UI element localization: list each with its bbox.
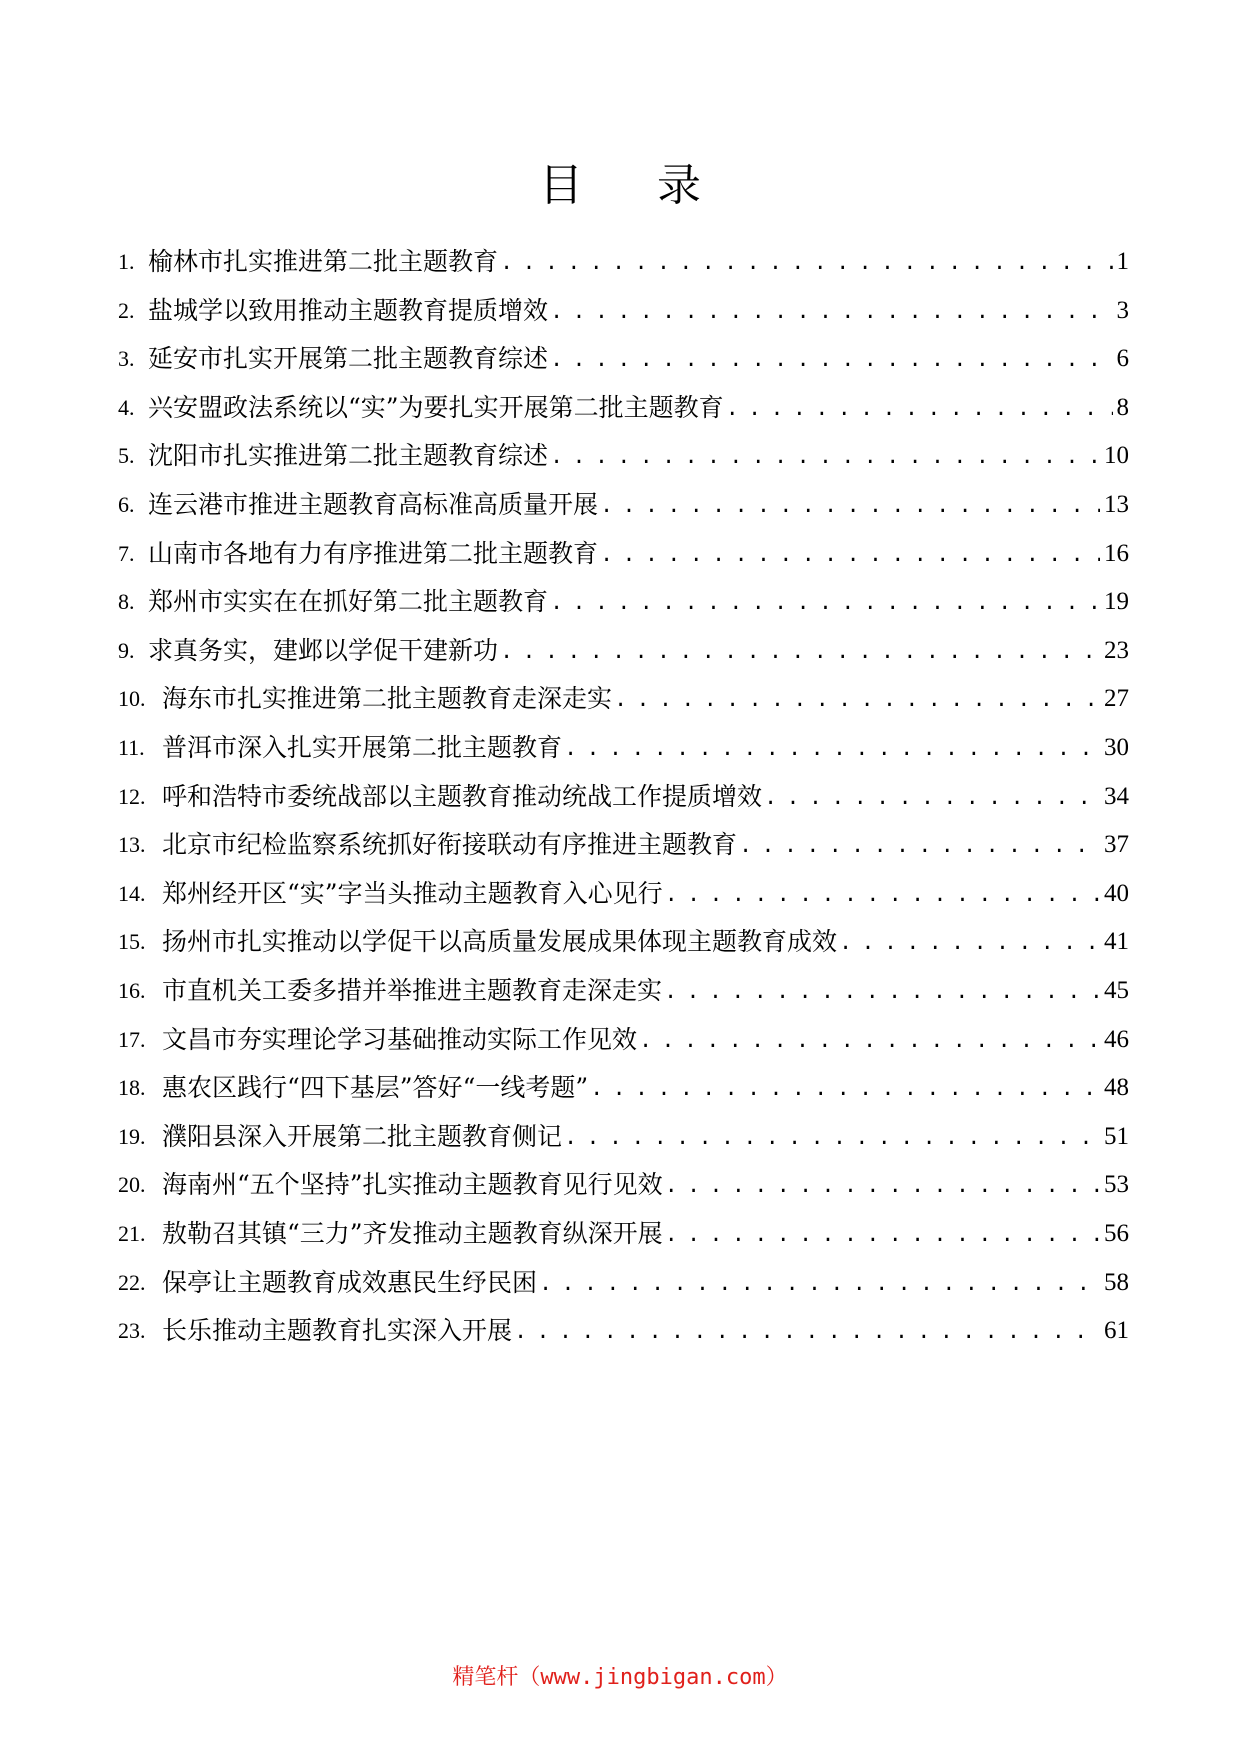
toc-entry-page-number: 51 bbox=[1104, 1122, 1129, 1150]
toc-leader-dots bbox=[564, 735, 1100, 765]
toc-entry-number: 15. bbox=[118, 929, 146, 955]
toc-entry-page-number: 53 bbox=[1104, 1171, 1129, 1199]
toc-entry-title: 海东市扎实推进第二批主题教育走深走实 bbox=[162, 684, 613, 714]
toc-entry-title: 市直机关工委多措并举推进主题教育走深走实 bbox=[162, 976, 663, 1005]
toc-leader-dots bbox=[664, 978, 1100, 1008]
toc-entry-page-number: 8 bbox=[1116, 393, 1129, 421]
toc-entry-number: 5. bbox=[118, 443, 135, 469]
toc-entry-page-number: 46 bbox=[1104, 1025, 1129, 1053]
toc-leader-dots bbox=[614, 686, 1100, 716]
toc-entry-page-number: 1 bbox=[1116, 248, 1129, 275]
toc-entry-title: 文昌市夯实理论学习基础推动实际工作见效 bbox=[162, 1024, 638, 1054]
toc-leader-dots bbox=[550, 443, 1100, 473]
toc-entry-number: 13. bbox=[118, 832, 146, 858]
toc-leader-dots bbox=[550, 346, 1112, 376]
toc-entry[interactable] bbox=[118, 478, 1129, 532]
toc-entry-page-number: 56 bbox=[1104, 1220, 1129, 1247]
toc-entry[interactable] bbox=[118, 1110, 1129, 1164]
toc-entry[interactable] bbox=[118, 527, 1129, 581]
toc-leader-dots bbox=[639, 1027, 1100, 1057]
toc-entry-title: 沈阳市扎实推进第二批主题教育综述 bbox=[148, 441, 549, 471]
toc-entry[interactable] bbox=[118, 284, 1129, 338]
toc-entry-page-number: 10 bbox=[1104, 442, 1129, 470]
toc-entry-number: 17. bbox=[118, 1026, 146, 1052]
toc-leader-dots bbox=[665, 1172, 1100, 1202]
toc-entry[interactable] bbox=[118, 964, 1129, 1018]
toc-entry-page-number: 23 bbox=[1104, 636, 1129, 664]
toc-leader-dots bbox=[739, 832, 1100, 862]
toc-entry-title: 连云港市推进主题教育高标准高质量开展 bbox=[148, 490, 599, 519]
toc-leader-dots bbox=[539, 1270, 1100, 1300]
toc-entry-title: 兴安盟政法系统以“实”为要扎实开展第二批主题教育 bbox=[148, 392, 724, 422]
toc-entry[interactable] bbox=[118, 332, 1129, 386]
toc-entry-title: 惠农区践行“四下基层”答好“一线考题” bbox=[162, 1073, 589, 1103]
toc-entry[interactable] bbox=[118, 1207, 1129, 1261]
toc-entry-title: 扬州市扎实推动以学促干以高质量发展成果体现主题教育成效 bbox=[162, 927, 838, 957]
toc-entry[interactable] bbox=[118, 1256, 1129, 1310]
toc-leader-dots bbox=[600, 492, 1100, 522]
toc-entry-title: 普洱市深入扎实开展第二批主题教育 bbox=[162, 733, 563, 762]
toc-entry-number: 7. bbox=[118, 540, 135, 566]
toc-entry[interactable] bbox=[118, 770, 1129, 824]
toc-entry-number: 8. bbox=[118, 589, 135, 615]
toc-entry-number: 20. bbox=[118, 1172, 146, 1198]
toc-entry-page-number: 61 bbox=[1104, 1317, 1129, 1345]
toc-leader-dots bbox=[500, 638, 1100, 668]
toc-entry-number: 10. bbox=[118, 686, 146, 712]
toc-entry-title: 榆林市扎实推进第二批主题教育 bbox=[148, 247, 499, 276]
toc-entry[interactable] bbox=[118, 1061, 1129, 1115]
toc-entry-title: 濮阳县深入开展第二批主题教育侧记 bbox=[162, 1121, 563, 1151]
toc-entry-number: 21. bbox=[118, 1221, 146, 1246]
toc-entry-page-number: 48 bbox=[1104, 1074, 1129, 1102]
toc-leader-dots bbox=[550, 298, 1112, 328]
toc-entry-title: 长乐推动主题教育扎实深入开展 bbox=[162, 1316, 513, 1346]
toc-entry-page-number: 40 bbox=[1104, 879, 1129, 907]
toc-entry-page-number: 6 bbox=[1116, 345, 1129, 373]
toc-entry[interactable] bbox=[118, 429, 1129, 483]
toc-entry-number: 2. bbox=[118, 297, 135, 323]
toc-entry-title: 盐城学以致用推动主题教育提质增效 bbox=[148, 295, 549, 325]
toc-entry-number: 6. bbox=[118, 492, 135, 517]
toc-entry[interactable] bbox=[118, 867, 1129, 921]
toc-entry[interactable] bbox=[118, 1304, 1129, 1358]
toc-leader-dots bbox=[564, 1124, 1100, 1154]
footer-watermark: 精笔杆（www.jingbigan.com） bbox=[452, 1665, 788, 1690]
toc-entry-page-number: 19 bbox=[1104, 588, 1129, 616]
toc-entry-title: 延安市扎实开展第二批主题教育综述 bbox=[148, 344, 549, 374]
toc-entry-title: 山南市各地有力有序推进第二批主题教育 bbox=[148, 538, 599, 568]
toc-leader-dots bbox=[839, 929, 1100, 959]
toc-entry-page-number: 45 bbox=[1104, 977, 1129, 1004]
toc-entry-page-number: 16 bbox=[1104, 539, 1129, 567]
toc-leader-dots bbox=[500, 249, 1112, 279]
toc-leader-dots bbox=[726, 395, 1113, 425]
toc-entry[interactable] bbox=[118, 721, 1129, 775]
toc-entry[interactable] bbox=[118, 624, 1129, 678]
page-title: 目 录 bbox=[539, 160, 731, 211]
toc-entry-page-number: 30 bbox=[1104, 734, 1129, 761]
toc-entry-number: 14. bbox=[118, 880, 146, 906]
toc-entry-page-number: 27 bbox=[1104, 685, 1129, 713]
toc-entry-number: 19. bbox=[118, 1123, 146, 1149]
toc-entry-page-number: 41 bbox=[1104, 928, 1129, 956]
toc-entry[interactable] bbox=[118, 1158, 1129, 1212]
toc-entry-number: 11. bbox=[118, 735, 145, 760]
toc-entry-number: 12. bbox=[118, 783, 146, 809]
toc-entry-title: 海南州“五个坚持”扎实推动主题教育见行见效 bbox=[162, 1170, 663, 1200]
toc-leader-dots bbox=[764, 784, 1100, 814]
toc-leader-dots bbox=[550, 589, 1100, 619]
toc-entry-number: 16. bbox=[118, 978, 146, 1003]
toc-entry[interactable] bbox=[118, 1013, 1129, 1067]
toc-entry-page-number: 37 bbox=[1104, 831, 1129, 859]
toc-entry[interactable] bbox=[118, 818, 1129, 872]
toc-entry[interactable] bbox=[118, 672, 1129, 726]
toc-entry-number: 22. bbox=[118, 1269, 146, 1295]
toc-entry[interactable] bbox=[118, 915, 1129, 969]
toc-entry-title: 北京市纪检监察系统抓好衔接联动有序推进主题教育 bbox=[162, 830, 738, 860]
toc-entry-title: 敖勒召其镇“三力”齐发推动主题教育纵深开展 bbox=[162, 1219, 663, 1248]
toc-entry[interactable] bbox=[118, 381, 1129, 435]
toc-entry[interactable] bbox=[118, 235, 1129, 289]
toc-leader-dots bbox=[590, 1075, 1100, 1105]
toc-entry-number: 3. bbox=[118, 346, 135, 372]
toc-entry-page-number: 13 bbox=[1104, 491, 1129, 518]
toc-leader-dots bbox=[665, 1221, 1100, 1251]
toc-entry-page-number: 34 bbox=[1104, 782, 1129, 810]
toc-entry-number: 9. bbox=[118, 637, 135, 663]
toc-entry-title: 郑州市实实在在抓好第二批主题教育 bbox=[148, 587, 549, 617]
toc-leader-dots bbox=[514, 1318, 1100, 1348]
toc-entry-number: 18. bbox=[118, 1075, 146, 1101]
toc-leader-dots bbox=[665, 881, 1100, 911]
toc-entry-number: 1. bbox=[118, 249, 135, 274]
toc-entry-number: 23. bbox=[118, 1318, 146, 1344]
toc-entry-page-number: 58 bbox=[1104, 1268, 1129, 1296]
toc-entry-title: 郑州经开区“实”字当头推动主题教育入心见行 bbox=[162, 878, 663, 908]
toc-entry-page-number: 3 bbox=[1116, 296, 1129, 324]
toc-entry-title: 保亭让主题教育成效惠民生纾民困 bbox=[162, 1267, 538, 1297]
toc-leader-dots bbox=[600, 541, 1100, 571]
toc-entry-title: 呼和浩特市委统战部以主题教育推动统战工作提质增效 bbox=[162, 781, 763, 811]
toc-entry-title: 求真务实，建邺以学促干建新功 bbox=[148, 635, 499, 665]
toc-entry-number: 4. bbox=[118, 394, 135, 420]
toc-entry[interactable] bbox=[118, 575, 1129, 629]
